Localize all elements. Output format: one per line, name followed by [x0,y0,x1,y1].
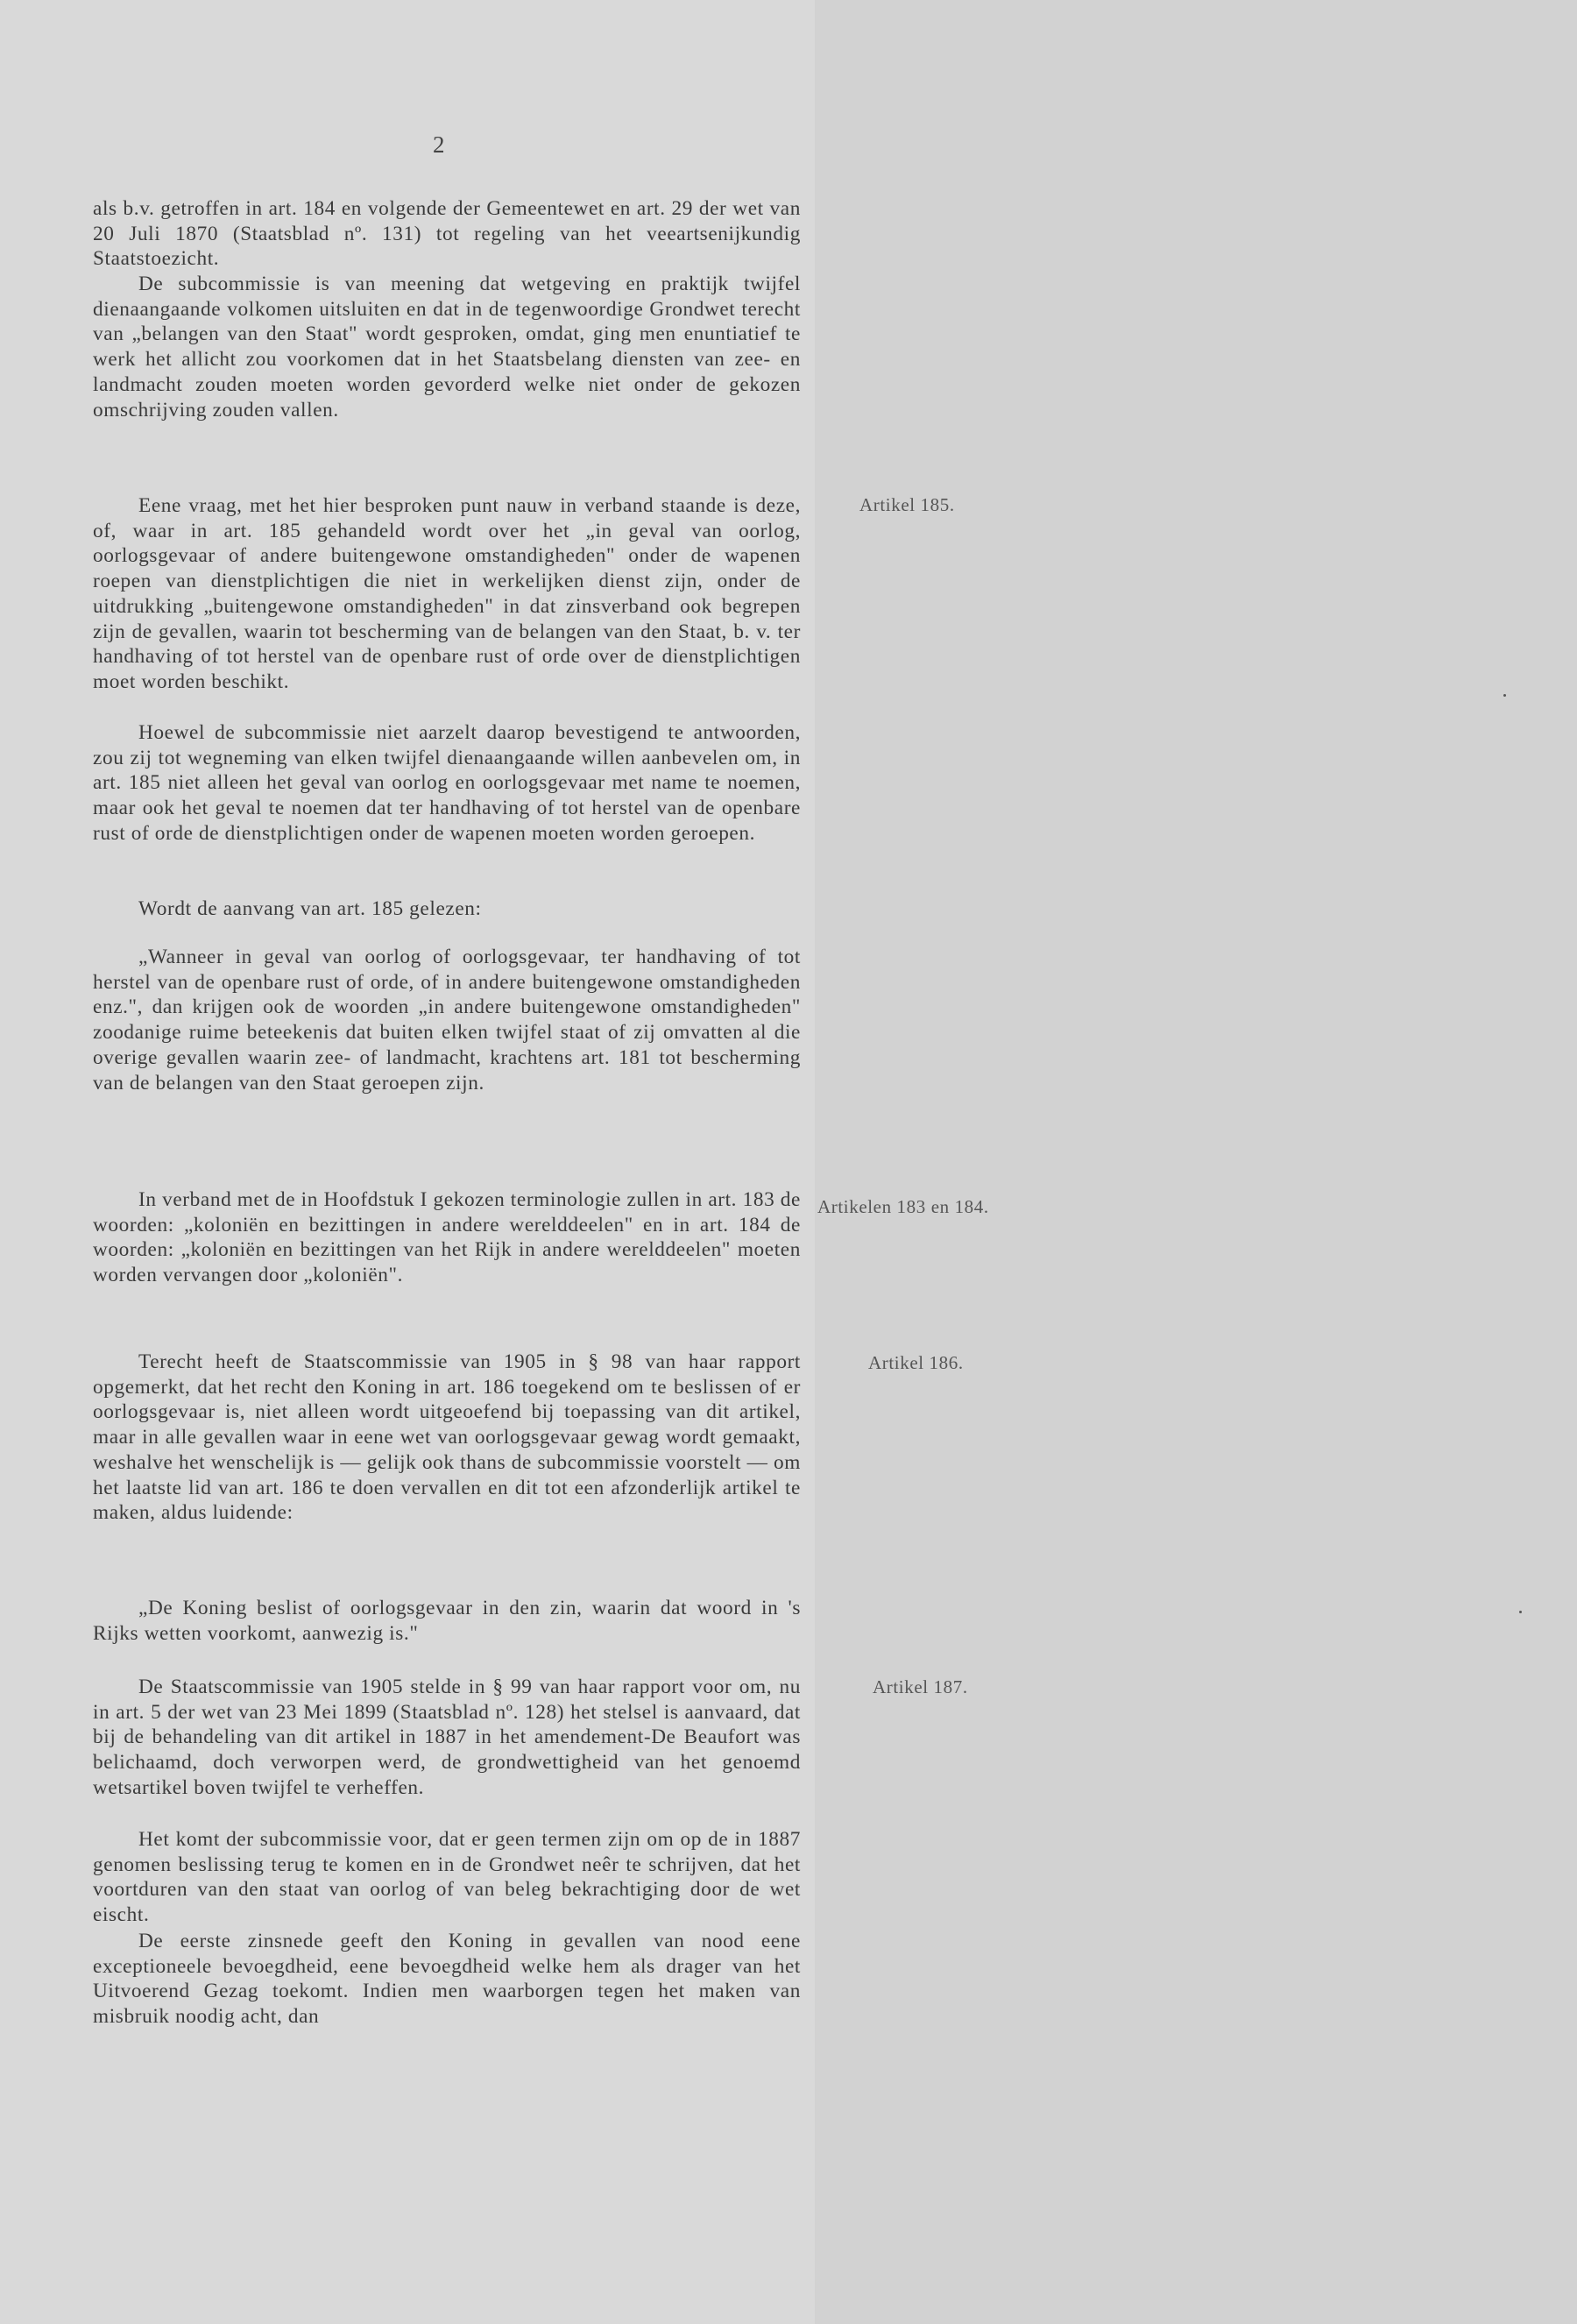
paragraph-3: Eene vraag, met het hier besproken punt nauw in verband staande is deze, of, waar in art. 185 gehandeld wordt over het „in geval van oorlog, oorlogsgevaar of andere buitengewone omstandigheden" onder de wapenen roepen van dienstplichtigen die niet in werkelijken dienst zijn, onder de uitdrukking „buitengewone omstandigheden" in dat zinsverband ook begrepen zijn de gevallen, waarin tot bescherming van de belangen van den Staat, b. v. ter handhaving of tot herstel van de openbare rust of orde over de dienstplichtigen moet worden beschikt. [93,494,801,693]
paragraph-1: als b.v. getroffen in art. 184 en volgende der Gemeentewet en art. 29 der wet van 20 Juli 1870 (Staatsblad nº. 131) tot regeling van het veeartsenijkundig Staatstoezicht. [93,197,801,271]
scan-speck [1503,694,1506,697]
margin-note-artikel-187: Artikel 187. [873,1676,968,1697]
margin-note-artikelen-183-184: Artikelen 183 en 184. [817,1196,989,1217]
paragraph-2: De subcommissie is van meening dat wetgeving en praktijk twijfel dienaangaande volkomen uitsluiten en dat in de tegenwoordige Grondwet terecht van „belangen van den Staat" wordt gesproken, omdat, ging men enuntiatief te werk het allicht zou voorkomen dat in het Staatsbelang diensten van zee- en landmacht zouden moeten worden gevorderd welke niet onder de gekozen omschrijving zouden vallen. [93,273,801,422]
paragraph-5: Wordt de aanvang van art. 185 gelezen: [138,897,482,920]
margin-note-artikel-186: Artikel 186. [868,1352,964,1373]
page-scan-right [815,0,1577,2324]
quote-paragraph-1: „Wanneer in geval van oorlog of oorlogsgevaar, ter handhaving of tot herstel van de openbare rust of orde, of in andere buitengewone omstandigheden enz.", dan krijgen ook de woorden „in andere buitengewone omstandigheden" zoodanige ruime beteekenis dat buiten elken twijfel staat of zij omvatten al die overige gevallen waarin zee- of landmacht, krachtens art. 181 tot bescherming van de belangen van den Staat geroepen zijn. [93,946,801,1095]
paragraph-4: Hoewel de subcommissie niet aarzelt daarop bevestigend te antwoorden, zou zij tot wegneming van elken twijfel dienaangaande willen aanbevelen om, in art. 185 niet alleen het geval van oorlog en oorlogsgevaar met name te noemen, maar ook het geval te noemen dat ter handhaving of tot herstel van de openbare rust of orde de dienstplichtigen onder de wapenen moeten worden geroepen. [93,721,801,845]
paragraph-8: De Staatscommissie van 1905 stelde in § 99 van haar rapport voor om, nu in art. 5 der wet van 23 Mei 1899 (Staatsblad nº. 128) het stelsel is aanvaard, dat bij de behandeling van dit artikel in 1887 in het amendement-De Beaufort was belichaamd, doch verworpen werd, de grondwettigheid van het genoemd wetsartikel boven twijfel te verheffen. [93,1676,801,1799]
paragraph-6: In verband met de in Hoofdstuk I gekozen terminologie zullen in art. 183 de woorden: „koloniën en bezittingen in andere werelddeelen" en in art. 184 de woorden: „koloniën en bezittingen van het Rijk in andere werelddeelen" moeten worden vervangen door „koloniën". [93,1188,801,1287]
paragraph-10: De eerste zinsnede geeft den Koning in gevallen van nood eene exceptioneele bevoegdheid, eene bevoegdheid welke hem als drager van het Uitvoerend Gezag toekomt. Indien men waarborgen tegen het maken van misbruik noodig acht, dan [93,1930,801,2029]
margin-note-artikel-185: Artikel 185. [859,494,955,515]
scan-speck [1519,1611,1522,1613]
paragraph-7: Terecht heeft de Staatscommissie van 1905 in § 98 van haar rapport opgemerkt, dat het recht den Koning in art. 186 toegekend om te beslissen of er oorlogsgevaar is, niet alleen wordt uitgeoefend bij toepassing van dit artikel, maar in alle gevallen waar in eene wet van oorlogsgevaar gewag wordt gemaakt, weshalve het wenschelijk is — gelijk ook thans de subcommissie voorstelt — om het laatste lid van art. 186 te doen vervallen en dit tot een afzonderlijk artikel te maken, aldus luidende: [93,1350,801,1525]
page-number: 2 [433,131,445,158]
paragraph-9: Het komt der subcommissie voor, dat er geen termen zijn om op de in 1887 genomen beslissing terug te komen en in de Grondwet neêr te schrijven, dat het voortduren van den staat van oorlog of van beleg bekrachtiging door de wet eischt. [93,1828,801,1927]
quote-paragraph-2: „De Koning beslist of oorlogsgevaar in den zin, waarin dat woord in 's Rijks wetten voorkomt, aanwezig is." [93,1597,801,1645]
